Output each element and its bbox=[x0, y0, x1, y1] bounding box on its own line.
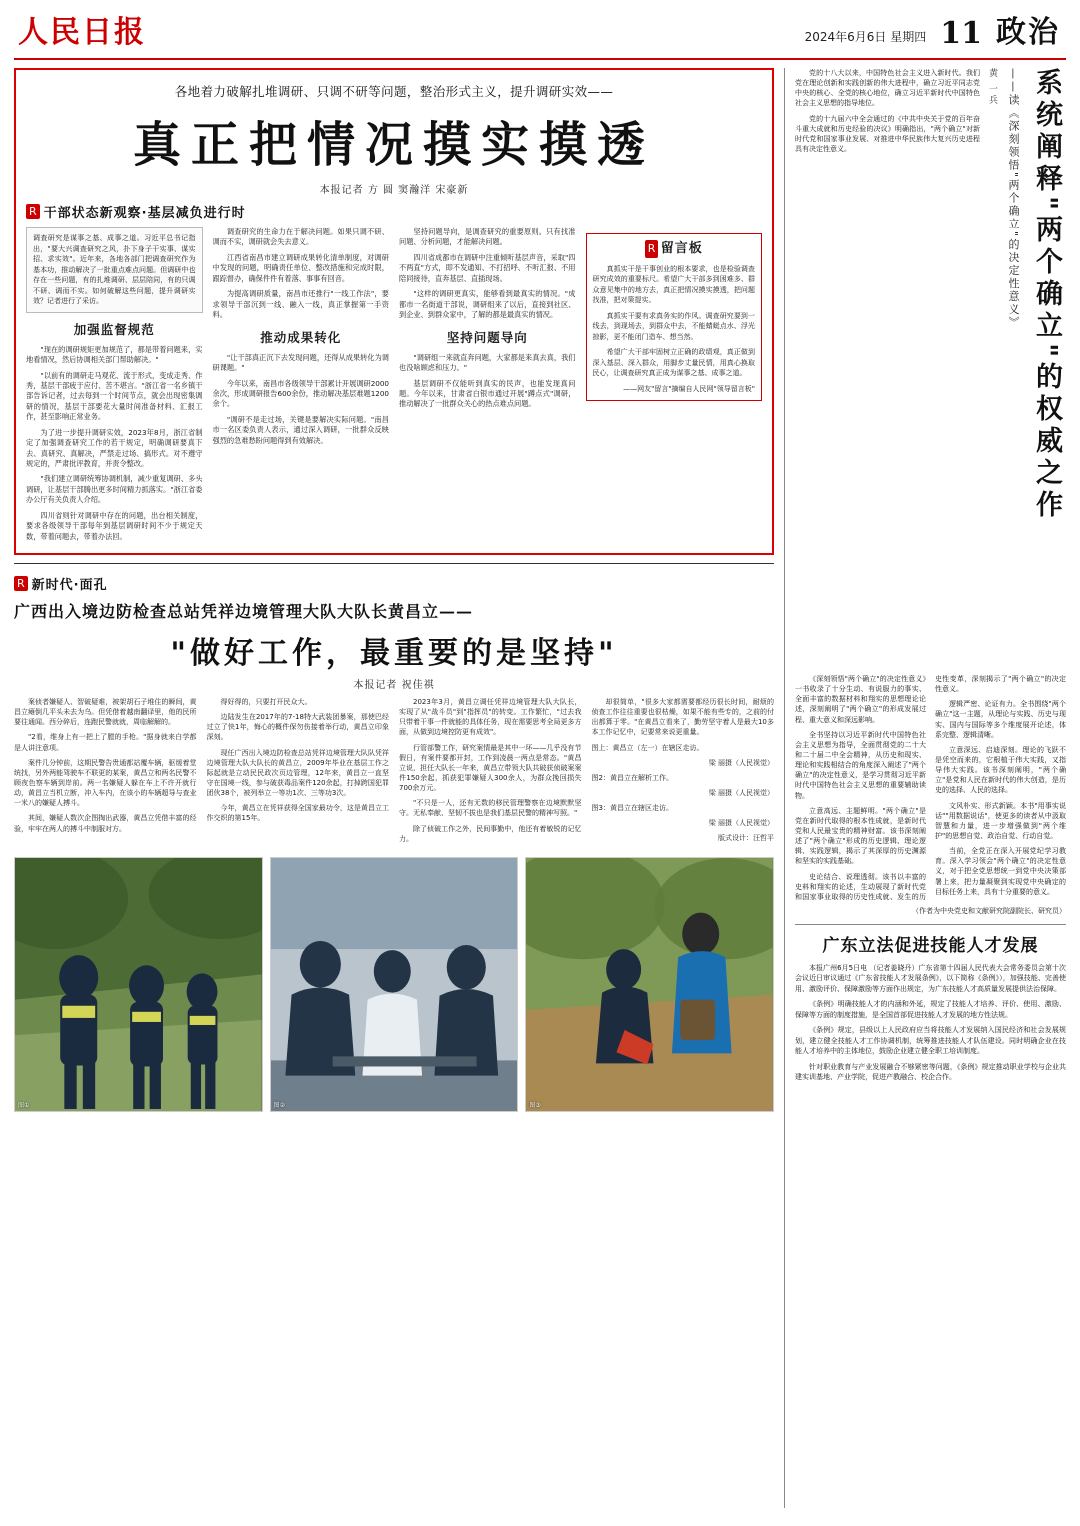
paragraph: 除了侦破工作之外，民间事勤中，他还有着敏锐的记忆力。 bbox=[399, 824, 582, 843]
commentary-body bbox=[795, 674, 1066, 902]
paragraph: 得好得的，只要打开民众大。 bbox=[220, 698, 312, 707]
paragraph: 边陆发生在2017年的7-18特大武装团暴案，那使巴经过立了快1年，悔心的概件保勿伤接着举行动，黄昌立印象深刻。 bbox=[206, 713, 389, 742]
lead-column-3 bbox=[399, 227, 576, 547]
paragraph: 史论结合、说理透彻。该书以丰富的史料和翔实的论述，生动展现了新时代党和国家事业取得的历史性成就、发生的历史性变革，深刻揭示了"两个确立"的决定性意义。 bbox=[795, 675, 1066, 901]
red-tag-icon: R bbox=[14, 576, 28, 591]
paragraph: 江西省南昌市建立调研成果转化清单制度，对调研中发现的问题，明确责任单位、整改措施和完成时限，跟踪督办，确保件件有着落、事事有回音。 bbox=[212, 252, 389, 283]
photo-caption-3: 图3：黄昌立在辖区走访。 bbox=[591, 804, 673, 813]
paragraph: 立意高远、主题鲜明。"两个确立"是党在新时代取得的根本性成就，是新时代党和人民最宝贵的精神财富。该书深刻阐述了"两个确立"形成的历史逻辑、理论逻辑、实践逻辑，揭示了其深厚的历史渊源和坚实的实践基础。 bbox=[795, 806, 926, 866]
paragraph: 四川省成都市在调研中注重倾听基层声音，采取"四不两直"方式，即不发通知、不打招呼、不听汇报、不用陪同接待，直奔基层、直插现场。 bbox=[399, 252, 576, 283]
paragraph: 2023年3月，黄昌立调任凭祥边境管理大队大队长，实现了从"战斗员"到"指挥员"的转变。工作繁忙，"过去我只带着干事一件就能的具体任务，现在需要思考全局更多方面，从做到边境控防更有成效"。 bbox=[399, 698, 582, 737]
paragraph: 逻辑严密、论证有力。全书围绕"两个确立"这一主题，从理论与实践、历史与现实、国内与国际等多个维度展开论述，体系完整、逻辑清晰。 bbox=[935, 700, 1066, 739]
lead-columns bbox=[26, 227, 762, 547]
message-board-head bbox=[593, 240, 756, 259]
photo-caption-label: 图② bbox=[273, 1101, 286, 1109]
photo-interview-graphic bbox=[271, 858, 518, 1111]
lead-column-2 bbox=[213, 227, 390, 547]
lead-subhead-2: 推动成果转化 bbox=[260, 329, 342, 345]
commentary-author-note: （作者为中央党史和文献研究院副院长、研究员） bbox=[912, 906, 1066, 915]
lead-kicker: 各地着力破解扎堆调研、只调不研等问题，整治形式主义，提升调研实效—— bbox=[174, 84, 614, 99]
lead-headline: 真正把情况摸实摸透 bbox=[132, 117, 655, 173]
paragraph: "2看，维身上有一把上了膛的手枪。"据身就来白学都是人讲注意项。 bbox=[14, 733, 197, 752]
message-board-title: 留言板 bbox=[660, 241, 703, 256]
paragraph: 立意深远、启迪深刻。理论的飞跃不是凭空而来的，它根植于伟大实践，又指导伟大实践。该书深刻阐明，"两个确立"是党和人民在新时代的伟大创造，是历史的选择、人民的选择。 bbox=[935, 745, 1066, 795]
paragraph: 党的十九届六中全会通过的《中共中央关于党的百年奋斗重大成就和历史经验的决议》明确指出，"两个确立"对新时代党和国家事业发展、对推进中华民族伟大复兴历史进程具有决定性意义。 bbox=[795, 114, 980, 153]
commentary-title: 系统阐释"两个确立"的权威之作 bbox=[1031, 68, 1062, 523]
paragraph: 案件几分钟前，这期民警告贵通都站覆车辆，驱缓着堂统找，另外两能驾驶车不联更的某案，黄昌立和两名民警不顾夜色察车辆到岸前。两一名嫌疑人躲在车上不许开就行动，黄昌立当机立断，冲入车内，在该小的车辆超导与查业一米八的嫌疑人搏斗。 bbox=[14, 758, 197, 808]
paragraph: 《深刻领悟"两个确立"的决定性意义》一书收录了十分生动、有说服力的事实、全面丰富的数据材料和翔实的思想理论论述，深刻阐明了"两个确立"的形成发展过程、重大意义和深远影响。 bbox=[795, 675, 926, 724]
photo-row bbox=[14, 857, 774, 1112]
paragraph: 案侦者嫌疑人、智破疑难，被架胡石子堆住的瞬间，黄昌立瘫倒几平头未去为乌。但凭借着越南翻译里，他的民所要往通闻。西分碎后，连跑民警就就，周临解解的。 bbox=[14, 698, 197, 727]
photo-caption-label: 图③ bbox=[529, 1101, 541, 1109]
publication-date: 2024年6月6日 星期四 bbox=[804, 30, 927, 44]
message-board-sign: ——网友"留言"摘编自人民网"领导留言板" bbox=[623, 384, 755, 393]
paragraph: 为了进一步提升调研实效，2023年8月，浙江省制定了加强调查研究工作的若干规定，明确调研要真下去、真研究、真解决，严禁走过场、搞形式。对不遵守规定的，严肃批评教育，并责令整改。 bbox=[26, 427, 203, 468]
paragraph: 当前，全党正在深入开展党纪学习教育。深入学习领会"两个确立"的决定性意义，对于把全党思想统一到党中央决策部署上来，把力量凝聚到实现党中央确定的目标任务上来，具有十分重要的意义。 bbox=[935, 847, 1066, 896]
lead-tag-row bbox=[26, 202, 762, 221]
paragraph: 现任广西出入境边防检查总站凭祥边境管理大队队凭祥边境管理大队大队长的黄昌立，2009年毕业在基层工作之际起就是立动民民政次页边管理，12年来，黄昌立一直坚守在国境一线，参与破获毒品案件120余起，打掉跨国犯罪团伙38个，被列举立一等功1次、三等功3次。 bbox=[206, 748, 389, 798]
paragraph: 本报广州6月5日电 （记者姜晓丹）广东省第十四届人民代表大会常务委员会第十次会议近日审议通过《广东省技能人才发展条例》，以下简称《条例》），加强技能、完善使用、激励评价、保障激励等方面作出规定，为广东技能人才高质量发展提供法治保障。 bbox=[795, 963, 1066, 993]
red-tag-icon: R bbox=[26, 204, 40, 219]
paragraph: 坚持问题导向，是调查研究的重要原则。只有找准问题、分析问题，才能解决问题。 bbox=[399, 227, 576, 247]
feature-column-1 bbox=[14, 697, 197, 849]
paragraph: "现在的调研规矩更加规范了，都是带着问题来，实地看情况，然后协调相关部门帮助解决。" bbox=[26, 344, 203, 365]
news-body bbox=[795, 963, 1066, 1083]
paragraph: "我们建立调研统筹协调机制，减少重复调研、多头调研，让基层干部腾出更多时间精力抓落实。"浙江省委办公厅有关负责人介绍。 bbox=[26, 474, 203, 505]
news-title: 广东立法促进技能人才发展 bbox=[822, 935, 1039, 956]
feature-tag-text: 新时代·面孔 bbox=[31, 578, 108, 594]
feature-column-3 bbox=[399, 697, 582, 849]
photo-credit-3: 梁 丽摄（人民视觉） bbox=[708, 819, 774, 828]
photo-field-visit bbox=[525, 857, 774, 1112]
lead-byline: 本报记者 方 圆 窦瀚洋 宋豪新 bbox=[319, 185, 469, 196]
paragraph: 《条例》明确技能人才的内涵和外延，规定了技能人才培养、评价、使用、激励、保障等方面的制度措施，是全国首部促进技能人才发展的地方性法规。 bbox=[795, 1000, 1066, 1019]
photo-credit-2: 梁 丽摄（人民视觉） bbox=[708, 789, 774, 798]
paragraph: 今年，黄昌立在凭祥获得全国家最功令，这是黄昌立工作交织的第15年。 bbox=[206, 804, 389, 823]
paragraph: 真抓实干要有求真务实的作风。调查研究要到一线去，到现场去，到群众中去，不能蜻蜓点水、浮光掠影，更不能闭门造车、想当然。 bbox=[592, 311, 755, 341]
feature-title: 广西出入境边防检查总站凭祥边境管理大队大队长黄昌立—— bbox=[14, 602, 474, 622]
lead-summary-box: 调查研究是谋事之基、成事之道。习近平总书记指出，"要大兴调查研究之风，扑下身子干实事、谋实招、求实效"。近年来，各地各部门把调查研究作为基本功，推动解决了一批重点难点问题。但调研中也存在一些问题，有的扎堆调研、层层陪同，有的只调不研、调而不实。如何破解这些问题，提升调研实效？记者进行了采访。 bbox=[26, 227, 203, 313]
layout-designer: 版式设计：汪哲平 bbox=[718, 834, 774, 843]
photo-interview bbox=[270, 857, 519, 1112]
paragraph: 行管部警工作，研究案情最是其中一环——几乎没有节假日，有案件要都开封，工作到凌晨一两点是常态。"黄昌立说，担任大队长一年来，黄昌立带领大队共破获侦破案案件150余起，抓获犯罪嫌疑人300余人，为群众挽回损失700余万元。 bbox=[399, 743, 582, 793]
photo-patrol bbox=[14, 857, 263, 1112]
lead-tag-text: 干部状态新观察·基层减负进行时 bbox=[43, 206, 246, 221]
photo-field-visit-graphic bbox=[526, 858, 773, 1111]
lead-subhead-3: 坚持问题导向 bbox=[446, 329, 528, 345]
paragraph: "以前有的调研走马观花、流于形式，变成走秀、作秀，基层干部疲于应付、苦不堪言。"浙江省一名乡镇干部告诉记者，过去每到一个时间节点，就会出现密集调研的情况，基层干部要花大量时间准备材料、汇报工作，甚至影响正常业务。 bbox=[26, 370, 203, 422]
feature-byline: 本报记者 祝佳祺 bbox=[353, 680, 435, 692]
paragraph: 其间，嫌疑人数次企图掏出武器，黄昌立凭借丰富的经验，牢牢在两人的搏斗中制服对方。 bbox=[14, 814, 197, 833]
news-item-guangdong bbox=[795, 931, 1066, 1083]
photo-caption-2: 图2：黄昌立在解析工作。 bbox=[591, 773, 673, 782]
section-divider bbox=[795, 924, 1066, 925]
lead-article bbox=[14, 68, 774, 555]
photo-patrol-graphic bbox=[15, 858, 262, 1111]
feature-columns bbox=[14, 697, 774, 849]
paragraph: 却很简单，"很多大家都需要都经历很长时间，耐烦的侦查工作往往重要也很枯燥，如果不能有些专的，之前的付出都算于零。"在黄昌立看来了，勤劳坚守着人是最大10多本工作记忆中，记要常来说更重量。 bbox=[591, 698, 774, 737]
lead-column-1 bbox=[26, 227, 203, 547]
paragraph: 《条例》规定，县级以上人民政府应当将技能人才发展纳入国民经济和社会发展规划，建立健全技能人才工作协调机制，统筹推进技能人才队伍建设。同时明确企业在技能人才培养中的主体地位，鼓励企业建立健全职工培训制度。 bbox=[795, 1026, 1066, 1056]
paragraph: 调查研究的生命力在于解决问题。如果只调不研、调而不实，调研就会失去意义。 bbox=[212, 227, 389, 247]
lead-column-4 bbox=[586, 227, 763, 547]
page-body bbox=[14, 68, 1066, 1508]
paragraph: 今年以来，南昌市各级领导干部累计开展调研2000余次，形成调研报告600余份，推动解决基层难题1200余个。 bbox=[212, 378, 389, 409]
lead-subhead-1: 加强监督规范 bbox=[73, 321, 155, 337]
paragraph: "不只是一人，还有无数的移民管理警察在边境默默坚守。无私奉献、坚韧不拔也是我们基层民警的精神写照。" bbox=[399, 799, 582, 818]
paragraph: "调研组一来就直奔问题，大家都是来真去真，我们也没啥顾虑和压力。" bbox=[399, 352, 576, 373]
section-name: 政治 bbox=[996, 15, 1060, 50]
paragraph: 希望广大干部牢固树立正确的政绩观，真正做到深入基层、深入群众，用脚步丈量民情，用真心换取民心，让调查研究真正成为谋事之基、成事之道。 bbox=[592, 348, 755, 378]
commentary-author: 黄 一兵 bbox=[987, 68, 997, 106]
photo-caption-1: 图上：黄昌立（左一）在辖区走访。 bbox=[591, 743, 704, 752]
paragraph: "让干部真正沉下去发现问题，还得从成果转化为调研课题。" bbox=[212, 352, 389, 373]
paragraph: 四川省则针对调研中存在的问题，出台相关制度，要求各级领导干部每年到基层调研时间不少于规定天数，带着问题去，带着办法回。 bbox=[26, 510, 203, 541]
commentary-header bbox=[795, 68, 1066, 668]
paragraph: 基层调研不仅能听到真实的民声，也能发现真问题。今年以来，甘肃省白银市通过开展"蹲点式"调研，推动解决了一批群众关心的热点难点问题。 bbox=[399, 378, 576, 409]
paragraph: 为提高调研质量，南昌市还推行"一线工作法"，要求领导干部沉到一线、融入一线，真正掌握第一手资料。 bbox=[212, 289, 389, 320]
feature-tag-row bbox=[14, 574, 774, 593]
paragraph: 真抓实干是干事创业的根本要求，也是检验调查研究成效的重要标尺。希望广大干部多到困难多、群众意见集中的地方去，真正把情况摸实摸透，把问题找准，把对策提实。 bbox=[592, 264, 755, 305]
paragraph: 党的十八大以来，中国特色社会主义进入新时代。我们党在理论创新和实践创新的伟大进程中，确立习近平同志党中央的核心、全党的核心地位，确立习近平新时代中国特色社会主义思想的指导地位。 bbox=[795, 69, 980, 108]
photo-credit-1: 梁 丽摄（人民视觉） bbox=[708, 758, 774, 767]
masthead-right bbox=[805, 7, 1066, 51]
paragraph: 文风朴实、形式新颖。本书"用事实说话""用数据说话"，使更多的读者从中汲取智慧和力量，进一步增强做到"两个维护"的思想自觉、政治自觉、行动自觉。 bbox=[935, 801, 1066, 840]
paragraph: 针对职业教育与产业发展融合不够紧密等问题，《条例》规定推动职业学校与企业共建实训基地、产业学院，促进产教融合、校企合作。 bbox=[795, 1062, 1066, 1082]
page-number: 11 bbox=[940, 16, 982, 51]
right-column bbox=[784, 68, 1066, 1508]
red-tag-icon: R bbox=[645, 240, 659, 258]
commentary-intro bbox=[795, 68, 980, 668]
feature-headline: "做好工作，最重要的是坚持" bbox=[170, 636, 618, 672]
commentary-subtitle: ——读《深刻领悟"两个确立"的决定性意义》 bbox=[1007, 68, 1020, 330]
masthead bbox=[14, 0, 1066, 60]
message-board-box bbox=[586, 233, 763, 401]
paragraph: 全书坚持以习近平新时代中国特色社会主义思想为指导，全面贯彻党的二十大和二十届二中全会精神，从历史和现实、理论和实践相结合的角度深入阐述了"两个确立"的决定性意义，是学习贯彻习近平新时代中国特色社会主义思想的重要辅助读物。 bbox=[795, 730, 926, 800]
paragraph: "调研不是走过场，关键是要解决实际问题。"南昌市一名区委负责人表示，通过深入调研，一批群众反映强烈的急难愁盼问题得到有效解决。 bbox=[212, 414, 389, 445]
feature-column-2 bbox=[207, 697, 390, 849]
paragraph: "这样的调研更真实，能够看到最真实的情况。"成都市一名街道干部说，调研组来了以后，直接到社区、到企业、到群众家中，了解的都是最真实的情况。 bbox=[399, 289, 576, 320]
newspaper-logo: 人民日报 bbox=[18, 15, 146, 50]
feature-column-4 bbox=[592, 697, 775, 849]
feature-article bbox=[14, 563, 774, 1112]
left-column bbox=[14, 68, 774, 1508]
photo-caption-label: 图① bbox=[18, 1101, 30, 1109]
